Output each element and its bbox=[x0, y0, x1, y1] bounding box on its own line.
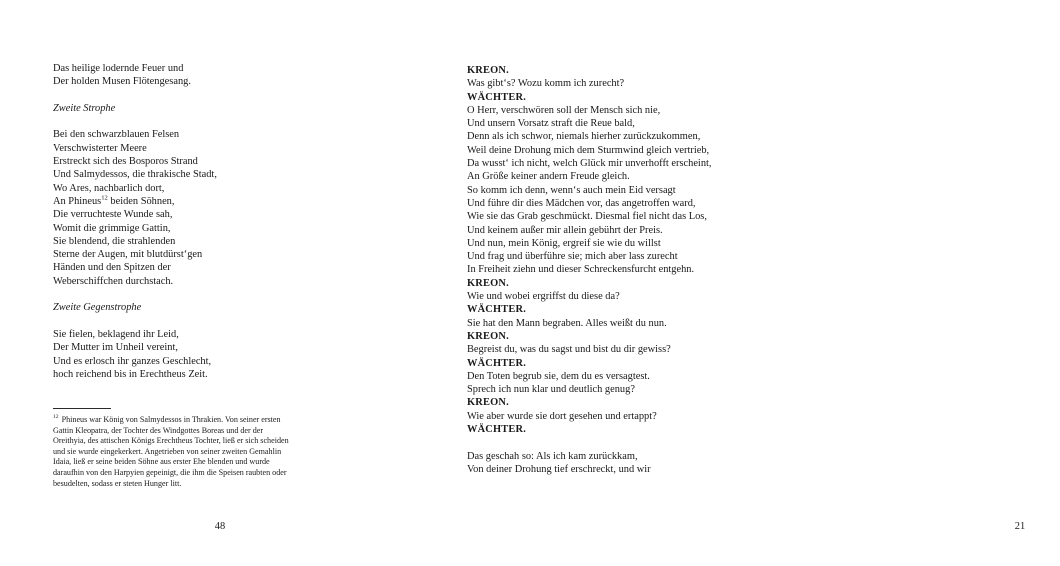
left-verse-line: Händen und den Spitzen der bbox=[53, 262, 171, 274]
left-verse-line: Und Salmydessos, die thrakische Stadt, bbox=[53, 169, 217, 181]
left-verse-line: Der Mutter im Unheil vereint, bbox=[53, 342, 178, 354]
right-verse-line: Den Toten begrub sie, dem du es versagtest. bbox=[467, 370, 650, 382]
left-verse-line: Weberschiffchen durchstach. bbox=[53, 275, 174, 287]
footnote-line: Idaia, ließ er seine beiden Söhne aus erster Ehe blenden und wurde bbox=[53, 457, 270, 467]
right-verse-line: Sie hat den Mann begraben. Alles weißt du nun. bbox=[467, 317, 667, 329]
left-spacer bbox=[53, 288, 383, 301]
left-verse-line: Erstreckt sich des Bosporos Strand bbox=[53, 156, 198, 168]
footnote-line: Gattin Kleopatra, der Tochter des Windgottes Boreas und der der bbox=[53, 425, 264, 435]
right-verse-line: Wie sie das Grab geschmückt. Diesmal fiel nicht das Los, bbox=[467, 211, 707, 223]
right-speaker-name: WÄCHTER. bbox=[467, 357, 527, 369]
right-page bbox=[400, 0, 1026, 566]
left-page-text-block bbox=[53, 62, 383, 381]
right-verse-line: O Herr, verschwören soll der Mensch sich nie, bbox=[467, 104, 661, 116]
left-verse-line: Sterne der Augen, mit blutdürst‘gen bbox=[53, 249, 203, 261]
left-verse-line: Das heilige lodernde Feuer und bbox=[53, 63, 184, 74]
right-verse-line: Und nun, mein König, ergreif sie wie du willst bbox=[467, 237, 661, 249]
right-verse-line: An Größe keiner andern Freude gleich. bbox=[467, 171, 630, 183]
footnote-line: besudelten, sodass er steten Hunger litt. bbox=[53, 478, 182, 488]
right-speaker-name: KREON. bbox=[467, 397, 509, 409]
right-verse-line: Was gibt‘s? Wozu komm ich zurecht? bbox=[467, 78, 625, 90]
left-stanza-heading: Zweite Strophe bbox=[53, 102, 116, 114]
right-verse-line: So komm ich denn, wenn‘s auch mein Eid versagt bbox=[467, 184, 676, 196]
right-verse-line: In Freiheit ziehn und dieser Schreckensfurcht entgehn. bbox=[467, 264, 695, 276]
right-verse-line: Und führe dir dies Mädchen vor, das angetroffen ward, bbox=[467, 197, 696, 209]
left-verse-line: Die verruchteste Wunde sah, bbox=[53, 209, 173, 221]
right-verse-line: Sprech ich nun klar und deutlich genug? bbox=[467, 384, 635, 396]
footnote-line: Oreithyia, des attischen Königs Erechtheus Tochter, ließ er sich scheiden bbox=[53, 436, 289, 446]
right-verse-line: Und keinem außer mir allein gebührt der Preis. bbox=[467, 224, 663, 236]
left-verse-line: An Phineus$^{12}$ beiden Söhnen, bbox=[53, 194, 175, 207]
left-stanza-heading: Zweite Gegenstrophe bbox=[53, 302, 142, 314]
right-speaker-name: KREON. bbox=[467, 330, 509, 342]
footnote-line: $^{12}$ Phineus war König von Salmydessos in Thrakien. Von seiner ersten bbox=[53, 414, 281, 424]
left-verse-line: Der holden Musen Flötengesang. bbox=[53, 76, 191, 88]
right-verse-line: Da wusst‘ ich nicht, welch Glück mir unverhofft erscheint, bbox=[467, 158, 712, 170]
right-speaker-name: WÄCHTER. bbox=[467, 91, 527, 103]
left-spacer bbox=[53, 315, 383, 328]
right-spacer bbox=[467, 436, 789, 449]
footnote-number: 12 bbox=[53, 414, 59, 421]
left-verse-line: Sie blendend, die strahlenden bbox=[53, 235, 176, 247]
footnote-line: und sie wurde eingekerkert. Angetrieben von seiner zweiten Gemahlin bbox=[53, 446, 282, 456]
left-verse-line: Sie fielen, beklagend ihr Leid, bbox=[53, 328, 179, 340]
left-page bbox=[0, 0, 400, 566]
left-verse-line: Und es erlosch ihr ganzes Geschlecht, bbox=[53, 355, 212, 367]
footnote-line: daraufhin von den Harpyien gepeinigt, die ihm die Speisen raubten oder bbox=[53, 467, 287, 477]
footnote-body bbox=[53, 415, 383, 489]
page-number-left: 48 bbox=[214, 521, 226, 532]
right-speaker-name: KREON. bbox=[467, 65, 509, 76]
right-verse-line: Weil deine Drohung mich dem Sturmwind gleich vertrieb, bbox=[467, 144, 710, 156]
right-verse-line: Und frag und überführe sie; mich aber lass zurecht bbox=[467, 251, 678, 263]
left-verse-line: Womit die grimmige Gattin, bbox=[53, 222, 171, 234]
left-verse-line: Bei den schwarzblauen Felsen bbox=[53, 129, 180, 141]
footnote-section bbox=[53, 408, 383, 489]
right-verse-line: Wie aber wurde sie dort gesehen und ertappt? bbox=[467, 410, 657, 422]
right-verse-line: Das geschah so: Als ich kam zurückkam, bbox=[467, 450, 638, 462]
left-verse-line: Verschwisterter Meere bbox=[53, 142, 147, 154]
right-verse-line: Und unsern Vorsatz straft die Reue bald, bbox=[467, 118, 635, 130]
page-number-right: 21 bbox=[1014, 521, 1026, 532]
right-verse-line: Denn als ich schwor, niemals hierher zurückzukommen, bbox=[467, 131, 701, 143]
left-verse-line: Wo Ares, nachbarlich dort, bbox=[53, 182, 165, 194]
left-spacer bbox=[53, 89, 383, 102]
right-speaker-name: KREON. bbox=[467, 277, 509, 289]
right-page-text-block bbox=[467, 64, 789, 476]
right-speaker-name: WÄCHTER. bbox=[467, 304, 527, 316]
left-spacer bbox=[53, 115, 383, 128]
right-speaker-name: WÄCHTER. bbox=[467, 424, 527, 436]
right-verse-line: Von deiner Drohung tief erschreckt, und wir bbox=[467, 463, 651, 475]
right-verse-line: Begreist du, was du sagst und bist du dir gewiss? bbox=[467, 344, 671, 356]
footnote-separator-rule bbox=[53, 408, 111, 409]
left-verse-line: hoch reichend bis in Erechtheus Zeit. bbox=[53, 368, 208, 380]
footnote-reference-marker: 12 bbox=[101, 194, 108, 202]
right-verse-line: Wie und wobei ergriffst du diese da? bbox=[467, 291, 620, 303]
